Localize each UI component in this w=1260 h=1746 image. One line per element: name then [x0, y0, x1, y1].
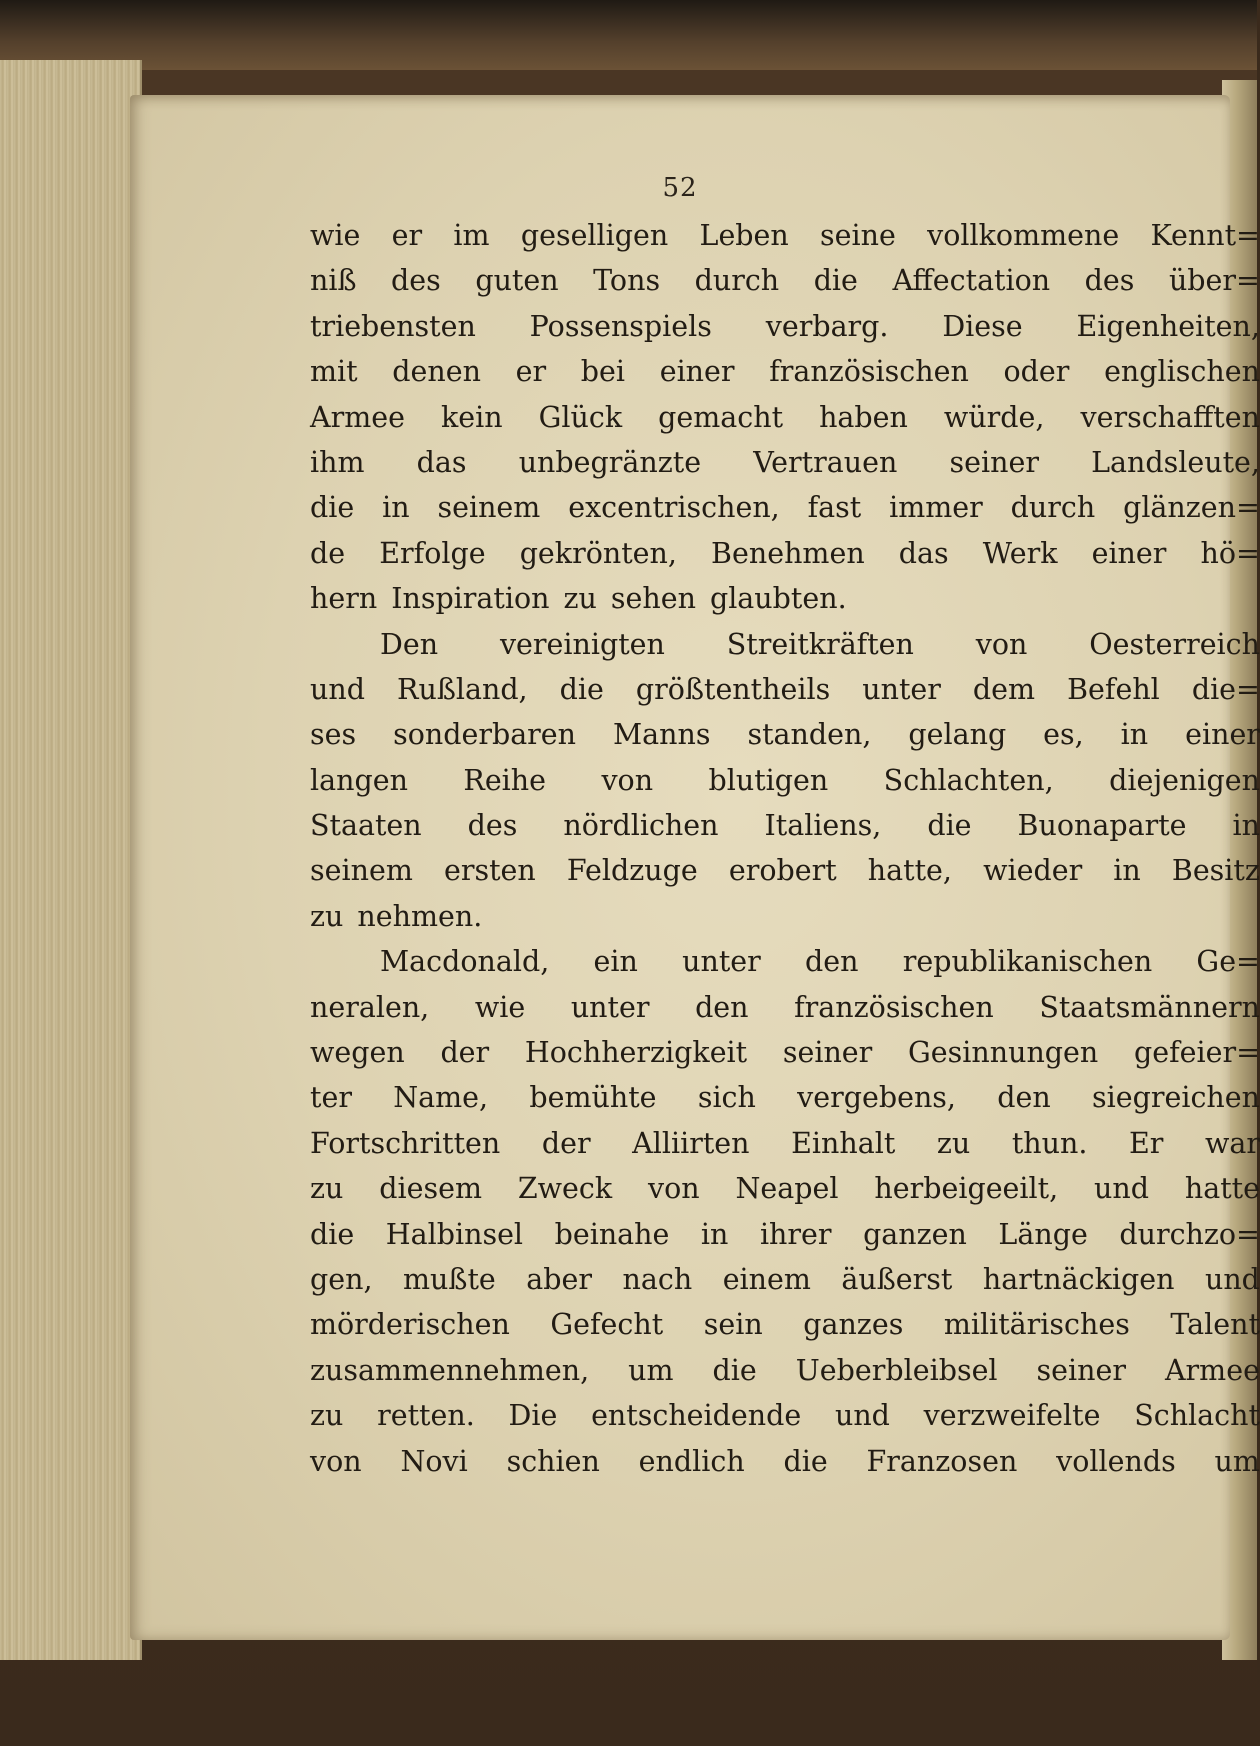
- word: wie: [310, 219, 361, 252]
- text-line: [310, 712, 1260, 757]
- word: sich: [697, 1081, 756, 1115]
- word: seinem: [437, 491, 541, 525]
- word: retten.: [377, 1399, 475, 1433]
- word: glaubten.: [709, 582, 847, 616]
- text-line: [310, 1166, 1260, 1211]
- word: englischen: [1104, 355, 1260, 389]
- word: zusammennehmen,: [310, 1353, 590, 1387]
- text-line: [310, 213, 1260, 258]
- word: bemühte: [529, 1081, 657, 1115]
- word: unter: [570, 990, 650, 1024]
- word: ganzes: [803, 1308, 904, 1342]
- word: seiner: [949, 445, 1039, 479]
- word: entscheidende: [591, 1399, 802, 1433]
- word: um: [1214, 1444, 1260, 1478]
- word: Schlachten,: [883, 763, 1054, 797]
- text-line: [310, 258, 1260, 303]
- word: Italiens,: [764, 809, 882, 843]
- word: triebensten: [310, 309, 476, 343]
- word: um: [628, 1353, 674, 1387]
- text-line: [310, 1393, 1260, 1438]
- word: oder: [1003, 355, 1070, 389]
- word: Armee: [310, 400, 405, 434]
- word: Halbinsel: [385, 1217, 524, 1251]
- word: seinem: [310, 854, 413, 888]
- word: nehmen.: [357, 899, 483, 933]
- word: seiner: [1036, 1353, 1126, 1387]
- word: gekrönten,: [519, 536, 677, 570]
- word: Possenspiels: [529, 309, 712, 343]
- word: er: [391, 219, 423, 252]
- word: Schlacht: [1134, 1399, 1260, 1433]
- word: Inspiration: [391, 582, 550, 616]
- word: erobert: [728, 854, 837, 888]
- text-line: [310, 985, 1260, 1030]
- word: sehen: [610, 582, 696, 616]
- word: Ge=: [1196, 945, 1260, 979]
- word: Benehmen: [711, 536, 865, 570]
- word: einer: [1185, 718, 1260, 752]
- text-line: [310, 1302, 1260, 1347]
- word: diejenigen: [1109, 763, 1260, 797]
- word: Tons: [593, 264, 661, 298]
- word: Den: [380, 627, 439, 661]
- word: Reihe: [463, 763, 547, 797]
- word: Armee: [1164, 1353, 1260, 1387]
- word: wie: [474, 990, 526, 1024]
- word: durch: [1010, 491, 1096, 525]
- word: Die: [508, 1399, 558, 1433]
- word: und: [834, 1399, 890, 1433]
- text-line: [310, 1348, 1260, 1393]
- word: hatte,: [867, 854, 952, 888]
- word: den: [695, 990, 749, 1024]
- word: ein: [593, 945, 638, 979]
- word: Vertrauen: [753, 445, 898, 479]
- word: in: [1120, 718, 1149, 752]
- word: excentrischen,: [568, 491, 780, 525]
- word: Buonaparte: [1017, 809, 1187, 843]
- word: unter: [682, 945, 761, 979]
- word: durchzo=: [1119, 1217, 1260, 1251]
- word: Erfolge: [379, 536, 486, 570]
- word: vergebens,: [797, 1081, 956, 1115]
- word: Franzosen: [866, 1444, 1018, 1478]
- word: würde,: [943, 400, 1045, 434]
- word: sonderbaren: [393, 718, 577, 752]
- word: wegen: [310, 1036, 405, 1070]
- word: zu: [563, 582, 597, 616]
- page-number: 52: [662, 173, 698, 203]
- word: das: [416, 445, 467, 479]
- word: hatte: [1184, 1172, 1260, 1206]
- word: verzweifelte: [923, 1399, 1101, 1433]
- word: Befehl: [1067, 672, 1160, 706]
- text-line: [310, 1257, 1260, 1302]
- word: die: [310, 1217, 355, 1251]
- word: unter: [862, 672, 941, 706]
- word: den: [805, 945, 859, 979]
- word: Einhalt: [791, 1126, 896, 1160]
- word: neralen,: [310, 990, 430, 1024]
- word: von: [310, 1444, 362, 1478]
- word: blutigen: [708, 763, 829, 797]
- word: die: [783, 1444, 828, 1478]
- word: gefeier=: [1133, 1036, 1260, 1070]
- word: nördlichen: [563, 809, 719, 843]
- word: schien: [506, 1444, 600, 1478]
- word: von: [648, 1172, 700, 1206]
- word: Alliirten: [632, 1126, 750, 1160]
- word: diesem: [379, 1172, 482, 1206]
- word: zu: [936, 1126, 971, 1160]
- word: einer: [1091, 536, 1167, 570]
- word: einem: [722, 1262, 811, 1296]
- word: ihm: [310, 445, 365, 479]
- word: republikanischen: [902, 945, 1153, 979]
- word: ersten: [443, 854, 536, 888]
- word: die: [712, 1353, 757, 1387]
- text-line: [310, 667, 1260, 712]
- word: er: [515, 355, 547, 389]
- word: der: [440, 1036, 490, 1070]
- text-line: [310, 531, 1260, 576]
- word: Staatsmännern: [1039, 990, 1260, 1024]
- word: Manns: [613, 718, 711, 752]
- word: gelang: [908, 718, 1007, 752]
- text-line: [310, 758, 1260, 803]
- word: Talent: [1170, 1308, 1260, 1342]
- word: in: [1232, 809, 1260, 843]
- word: beinahe: [554, 1217, 670, 1251]
- word: Ueberbleibsel: [795, 1353, 998, 1387]
- word: von: [601, 763, 654, 797]
- word: Besitz: [1171, 854, 1260, 888]
- word: Er: [1128, 1126, 1164, 1160]
- text-line: [310, 1030, 1260, 1075]
- word: des: [467, 809, 518, 843]
- word: französischen: [769, 355, 969, 389]
- word: durch: [694, 264, 780, 298]
- word: in: [1113, 854, 1141, 888]
- page-stack-left: [0, 60, 142, 1660]
- word: Feldzuge: [566, 854, 698, 888]
- word: Oesterreich: [1089, 627, 1260, 661]
- word: äußerst: [841, 1262, 953, 1296]
- word: Eigenheiten,: [1076, 309, 1260, 343]
- word: seiner: [782, 1036, 873, 1070]
- word: ses: [310, 718, 357, 752]
- word: verbarg.: [765, 309, 889, 343]
- word: es,: [1043, 718, 1084, 752]
- word: und: [310, 672, 365, 706]
- word: militärisches: [943, 1308, 1130, 1342]
- book-page: [130, 95, 1260, 1640]
- word: Werk: [982, 536, 1058, 570]
- word: wieder: [983, 854, 1083, 888]
- word: kein: [441, 400, 503, 434]
- word: französischen: [794, 990, 994, 1024]
- word: die: [310, 491, 355, 525]
- text-line: [310, 622, 1260, 667]
- word: mit: [310, 355, 358, 389]
- word: ihrer: [759, 1217, 832, 1251]
- word: standen,: [747, 718, 872, 752]
- word: über=: [1168, 264, 1260, 298]
- text-line: [310, 1121, 1260, 1166]
- word: aber: [526, 1262, 593, 1296]
- word: Rußland,: [397, 672, 528, 706]
- word: mußte: [403, 1262, 496, 1296]
- word: immer: [889, 491, 983, 525]
- word: vereinigten: [499, 627, 665, 661]
- word: des: [1084, 264, 1135, 298]
- word: haben: [819, 400, 908, 434]
- book-cover-edge: [0, 0, 1257, 70]
- word: zu: [310, 899, 344, 933]
- word: ganzen: [863, 1217, 967, 1251]
- word: hern: [310, 582, 378, 616]
- word: de: [310, 536, 346, 570]
- word: Hochherzigkeit: [524, 1036, 748, 1070]
- word: geselligen: [520, 219, 669, 252]
- word: in: [700, 1217, 729, 1251]
- word: zu: [310, 1399, 344, 1433]
- word: niß: [310, 264, 357, 298]
- word: und: [1094, 1172, 1149, 1206]
- word: Macdonald,: [380, 945, 550, 979]
- word: verschafften: [1080, 400, 1260, 434]
- word: das: [898, 536, 949, 570]
- word: herbeigeeilt,: [874, 1172, 1059, 1206]
- word: die: [813, 264, 858, 298]
- word: denen: [392, 355, 481, 389]
- word: glänzen=: [1123, 491, 1260, 525]
- word: vollkommene: [927, 219, 1120, 252]
- word: guten: [475, 264, 559, 298]
- word: nach: [622, 1262, 693, 1296]
- word: der: [541, 1126, 591, 1160]
- body-text: [310, 213, 1260, 1484]
- text-line: [310, 349, 1260, 394]
- word: sein: [703, 1308, 763, 1342]
- text-line: [310, 894, 1260, 939]
- text-line: [310, 803, 1260, 848]
- text-line: [310, 1439, 1260, 1484]
- word: Glück: [538, 400, 623, 434]
- word: Neapel: [735, 1172, 839, 1206]
- word: Kennt=: [1150, 219, 1260, 252]
- word: größtentheils: [635, 672, 831, 706]
- text-line: [310, 485, 1260, 530]
- word: Gefecht: [550, 1308, 664, 1342]
- word: fast: [807, 491, 862, 525]
- word: mörderischen: [310, 1308, 510, 1342]
- word: Landsleute,: [1091, 445, 1260, 479]
- word: Novi: [400, 1444, 468, 1478]
- text-line: [310, 848, 1260, 893]
- word: von: [975, 627, 1028, 661]
- word: Streitkräften: [726, 627, 914, 661]
- word: Gesinnungen: [908, 1036, 1099, 1070]
- text-line: [310, 304, 1260, 349]
- text-line: [310, 440, 1260, 485]
- text-line: [310, 1075, 1260, 1120]
- text-line: [310, 576, 1260, 621]
- word: hartnäckigen: [982, 1262, 1175, 1296]
- word: des: [391, 264, 441, 298]
- word: Länge: [998, 1217, 1088, 1251]
- word: den: [997, 1081, 1051, 1115]
- word: die: [927, 809, 972, 843]
- word: Affectation: [892, 264, 1051, 298]
- word: thun.: [1011, 1126, 1088, 1160]
- text-line: [310, 395, 1260, 440]
- text-line: [310, 939, 1260, 984]
- word: siegreichen: [1092, 1081, 1260, 1115]
- word: Staaten: [310, 809, 422, 843]
- word: Name,: [393, 1081, 489, 1115]
- word: einer: [659, 355, 735, 389]
- word: endlich: [638, 1444, 745, 1478]
- word: Diese: [942, 309, 1023, 343]
- word: im: [453, 219, 490, 252]
- word: Fortschritten: [310, 1126, 501, 1160]
- word: dem: [972, 672, 1036, 706]
- word: langen: [310, 763, 408, 797]
- word: Zweck: [517, 1172, 613, 1206]
- word: gemacht: [658, 400, 784, 434]
- word: in: [382, 491, 410, 525]
- word: war: [1204, 1126, 1260, 1160]
- word: seine: [820, 219, 896, 252]
- word: unbegränzte: [518, 445, 702, 479]
- text-line: [310, 1212, 1260, 1257]
- word: bei: [580, 355, 626, 389]
- word: Leben: [699, 219, 789, 252]
- word: vollends: [1056, 1444, 1176, 1478]
- word: ter: [310, 1081, 352, 1115]
- word: die: [559, 672, 604, 706]
- word: und: [1204, 1262, 1260, 1296]
- word: hö=: [1200, 536, 1260, 570]
- word: zu: [310, 1172, 344, 1206]
- word: gen,: [310, 1262, 373, 1296]
- word: die=: [1191, 672, 1260, 706]
